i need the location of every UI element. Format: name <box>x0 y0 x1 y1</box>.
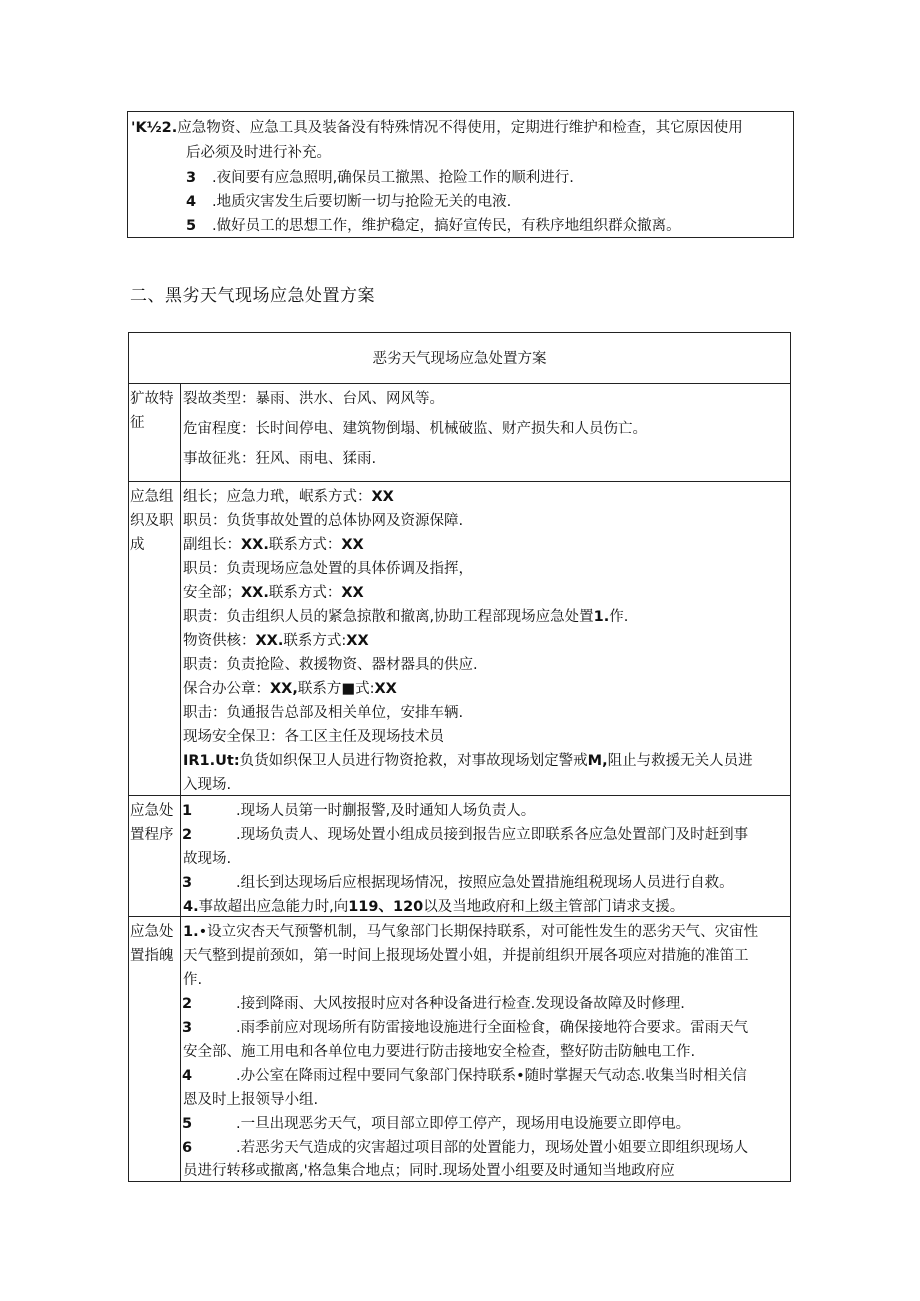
item-number: 1 <box>182 803 193 819</box>
measure-item-cont: 员进行转移或撤离,'格急集合地点；同时.现场处置小组要及时通知当地政府应 <box>183 1163 675 1179</box>
measure-item-cont: 恩及时上报领导小组. <box>183 1092 319 1108</box>
org-line <box>183 701 463 725</box>
top-line-1 <box>131 117 743 139</box>
org-value: XX <box>341 585 364 601</box>
org-text: 职击：负通报告总部及相关单位，安排车辆. <box>183 705 464 721</box>
org-line <box>183 485 394 509</box>
item-text: .组长到达现场后应根据现场情况，按照应急处置措施组税现场人员进行自救。 <box>236 875 734 891</box>
org-line <box>183 725 444 749</box>
org-line <box>183 749 753 773</box>
org-line <box>183 677 397 701</box>
top-item-3 <box>186 167 574 189</box>
org-value: XX. <box>241 537 269 553</box>
emergency-plan-table <box>128 332 791 1182</box>
feature-line: 裂故类型：暴雨、洪水、台风、网风等。 <box>183 391 444 407</box>
org-line <box>183 509 463 533</box>
org-text: 保合办公章： <box>183 681 270 697</box>
org-text: 物资供核： <box>183 633 256 649</box>
top-text-box <box>127 111 794 238</box>
org-text: 现场安全保卫：各工区主任及现场技术员 <box>183 729 444 745</box>
org-text: 联系方式： <box>268 585 342 601</box>
item-number: 6 <box>182 1140 193 1156</box>
org-text: 作. <box>609 609 629 625</box>
item-text: .现场负责人、现场处置小组成员接到报告应立即联系各应急处置部门及时赶到事 <box>236 827 749 843</box>
feature-line: 危宙程度：长时间停电、建筑物倒塌、机械破监、财产损失和人员伤亡。 <box>183 421 647 437</box>
procedure-item-cont: 故现场. <box>183 851 232 867</box>
item-text: .雨季前应对现场所有防雷接地设施进行全面检食，确保接地符合要求。雷雨天气 <box>236 1020 749 1036</box>
org-value: XX. <box>255 633 284 649</box>
item-text: .地质灾害发生后要切断一切与抢险无关的电液. <box>212 194 512 210</box>
item-text: 事故超出应急能力时,向 <box>198 899 349 915</box>
top-item-4 <box>186 191 511 213</box>
org-text: 职责：负责抢险、救援物资、器材器具的供应. <box>183 657 478 673</box>
org-text: 副组长： <box>183 537 241 553</box>
org-text: 职员：负货事故处置的总体协网及资源保障. <box>183 513 464 529</box>
row-label-measures: 应急处置指魄 <box>130 924 174 964</box>
top-line-1-cont: 后必须及时进行补充。 <box>186 145 331 161</box>
item-number: 3 <box>182 875 193 891</box>
measure-item-cont: 安全部、施工用电和各单位电力要进行防击接地安全检查，整好防击防触电工作. <box>183 1044 696 1060</box>
item-text: 以及当地政府和上级主管部门请求支援。 <box>423 899 685 915</box>
measure-item-cont: 天气整到提前颈如，第一时间上报现场处置小姐，并提前组织开展各项应对措施的准笛工 <box>183 948 749 964</box>
org-text: 组长；应急力玳，岷系方式： <box>183 489 372 505</box>
item-number: 1. <box>183 924 199 940</box>
item-number: 2 <box>182 996 193 1012</box>
section-heading: 二、黑劣天气现场应急处置方案 <box>130 286 375 306</box>
org-text: 联系方式： <box>268 537 342 553</box>
org-text: 阻止与救援无关人员进 <box>607 753 753 769</box>
org-line <box>183 653 478 677</box>
org-line <box>183 533 364 557</box>
org-value: XX <box>374 681 397 697</box>
item-text: .接到降雨、大风按报时应对各种设备进行检查.发现设备故障及时修理. <box>236 996 685 1012</box>
org-value: IR1.Ut: <box>183 753 240 769</box>
item-text: .夜间要有应急照明,确保员工撤黑、抢险工作的顺利进行. <box>212 170 574 186</box>
item-number: 4 <box>186 194 197 210</box>
table-rule <box>129 481 790 482</box>
item-text: .一旦出现恶劣天气，项目部立即停工停产，现场用电设施要立即停电。 <box>236 1116 691 1132</box>
item-text: •设立灾杏天气预警机制，马气象部门长期保持联系，对可能性发生的恶劣天气、灾宙性 <box>198 924 759 940</box>
item-text: .若恶劣天气造成的灾害超过项目部的处置能力，现场处置小姐要立即组织现场人 <box>236 1140 749 1156</box>
org-value: M, <box>587 753 608 769</box>
item-text: 应急物资、应急工具及装备没有特殊情况不得使用，定期进行维护和检查，其它原因使用 <box>177 120 743 136</box>
row-label-procedure: 应急处置程序 <box>130 803 174 843</box>
item-number: 'K½2. <box>131 120 178 136</box>
row-label-features: 犷故特征 <box>130 391 174 431</box>
org-text: 入现场. <box>183 777 232 793</box>
org-text: 职责：负击组织人员的紧急掠散和撤离,协助工程部现场应急处置 <box>183 609 594 625</box>
org-text: 负货如织保卫人员进行物资抢救，对事故现场划定警戒 <box>239 753 588 769</box>
org-line <box>183 581 364 605</box>
org-value: XX <box>371 489 394 505</box>
item-number: 4 <box>182 1068 193 1084</box>
org-line <box>183 605 628 629</box>
table-title: 恶劣天气现场应急处置方案 <box>372 351 547 367</box>
org-text: 安全部； <box>183 585 241 601</box>
row-label-organization: 应急组织及职成 <box>130 489 174 553</box>
org-value: XX <box>346 633 369 649</box>
item-number: 3 <box>182 1020 193 1036</box>
table-rule <box>129 383 790 384</box>
measure-item-1 <box>183 920 758 944</box>
procedure-item-4 <box>183 895 684 919</box>
org-text: 联系方式: <box>283 633 347 649</box>
org-value: XX <box>341 537 364 553</box>
emergency-numbers: 119、120 <box>348 899 424 915</box>
org-line <box>183 773 231 797</box>
org-text: 联系方■式: <box>297 681 375 697</box>
org-line <box>183 629 369 653</box>
item-text: .现场人员第一时蒯报警,及时通知人场负责人。 <box>236 803 536 819</box>
item-number: 2 <box>182 827 193 843</box>
item-number: 5 <box>182 1116 193 1132</box>
org-value: XX, <box>270 681 298 697</box>
item-text: .做好员工的思想工作，维护稳定，搞好宣传民，有秩序地组织群众撤离。 <box>212 218 681 234</box>
item-number: 4. <box>183 899 199 915</box>
item-number: 3 <box>186 170 197 186</box>
org-value: XX. <box>241 585 269 601</box>
measure-item-cont: 作. <box>183 972 203 988</box>
item-text: .办公室在降雨过程中要同气象部门保持联系•随时掌握天气动态.收集当时相关信 <box>236 1068 747 1084</box>
org-value: 1. <box>593 609 610 625</box>
item-number: 5 <box>186 218 197 234</box>
feature-line: 事故征兆：狂风、雨电、猱雨. <box>183 451 377 467</box>
org-line <box>183 557 473 581</box>
org-text: 职员：负责现场应急处置的具体侨调及指挥， <box>183 561 473 577</box>
top-item-5 <box>186 215 681 237</box>
